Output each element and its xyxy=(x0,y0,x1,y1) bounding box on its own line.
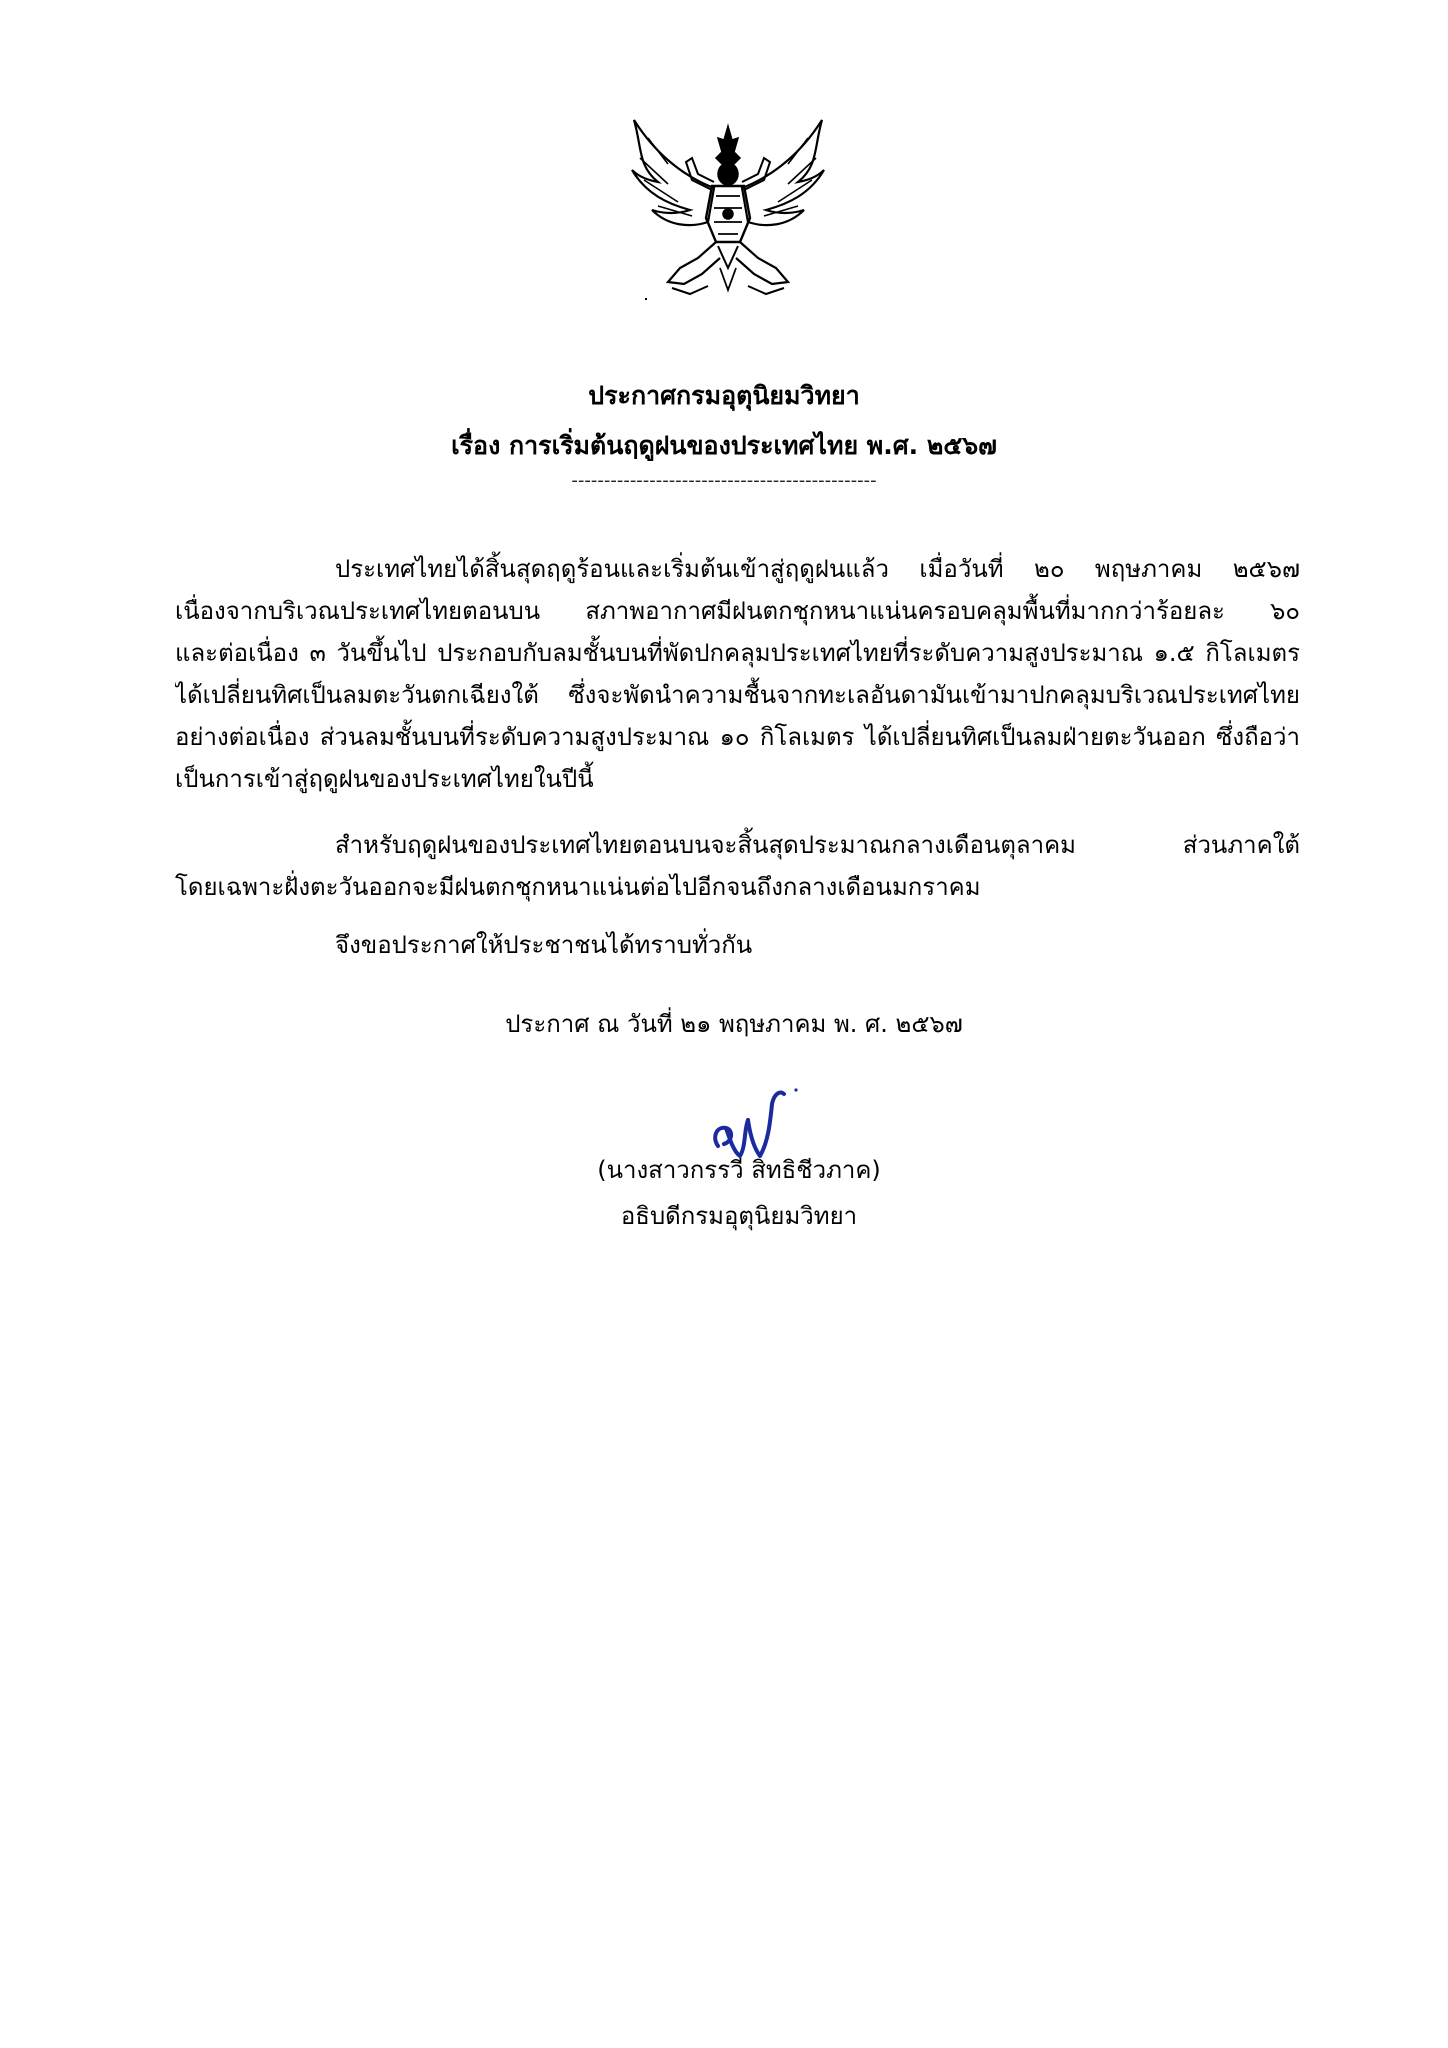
paragraph-line: ประเทศไทยได้สิ้นสุดฤดูร้อนและเริ่มต้นเข้าสู่ฤดูฝนแล้ว เมื่อวันที่ ๒๐ พฤษภาคม ๒๕๖๗ xyxy=(335,555,1300,583)
body-paragraph-1 xyxy=(175,548,1300,800)
paragraph-line: อย่างต่อเนื่อง ส่วนลมชั้นบนที่ระดับความสูงประมาณ ๑๐ กิโลเมตร ได้เปลี่ยนทิศเป็นลมฝ่ายตะวันออก ซึ่งถือว่า xyxy=(175,723,1300,751)
announcement-title: ประกาศกรมอุตุนิยมวิทยา xyxy=(588,381,860,410)
paragraph-line: เนื่องจากบริเวณประเทศไทยตอนบน สภาพอากาศมีฝนตกชุกหนาแน่นครอบคลุมพื้นที่มากกว่าร้อยละ ๖๐ xyxy=(175,597,1300,625)
paragraph-line: สำหรับฤดูฝนของประเทศไทยตอนบนจะสิ้นสุดประมาณกลางเดือนตุลาคม ส่วนภาคใต้ xyxy=(335,831,1300,859)
announcement-subject: เรื่อง การเริ่มต้นฤดูฝนของประเทศไทย พ.ศ. ๒๕๖๗ xyxy=(451,431,997,460)
proclamation-date: ประกาศ ณ วันที่ ๒๑ พฤษภาคม พ. ศ. ๒๕๖๗ xyxy=(505,1010,963,1038)
paragraph-line: และต่อเนื่อง ๓ วันขึ้นไป ประกอบกับลมชั้นบนที่พัดปกคลุมประเทศไทยที่ระดับความสูงประมาณ ๑.๕ กิโลเมตร xyxy=(175,639,1300,667)
garuda-emblem-icon xyxy=(628,118,828,308)
body-paragraph-2 xyxy=(175,824,1300,908)
paragraph-line: จึงขอประกาศให้ประชาชนได้ทราบทั่วกัน xyxy=(335,931,753,959)
signer-title: อธิบดีกรมอุตุนิยมวิทยา xyxy=(620,1202,858,1230)
paragraph-line: โดยเฉพาะฝั่งตะวันออกจะมีฝนตกชุกหนาแน่นต่อไปอีกจนถึงกลางเดือนมกราคม xyxy=(175,873,981,901)
signer-name: (นางสาวกรรวี สิทธิชีวภาค) xyxy=(597,1156,881,1184)
scan-speck xyxy=(645,298,647,300)
paragraph-line: ได้เปลี่ยนทิศเป็นลมตะวันตกเฉียงใต้ ซึ่งจะพัดนำความชื้นจากทะเลอันดามันเข้ามาปกคลุมบริเวณประเทศไทย xyxy=(175,681,1300,709)
body-paragraph-3 xyxy=(175,924,1300,966)
header-divider: ----------------------------------------------- xyxy=(571,470,877,491)
paragraph-line: เป็นการเข้าสู่ฤดูฝนของประเทศไทยในปีนี้ xyxy=(175,765,594,793)
